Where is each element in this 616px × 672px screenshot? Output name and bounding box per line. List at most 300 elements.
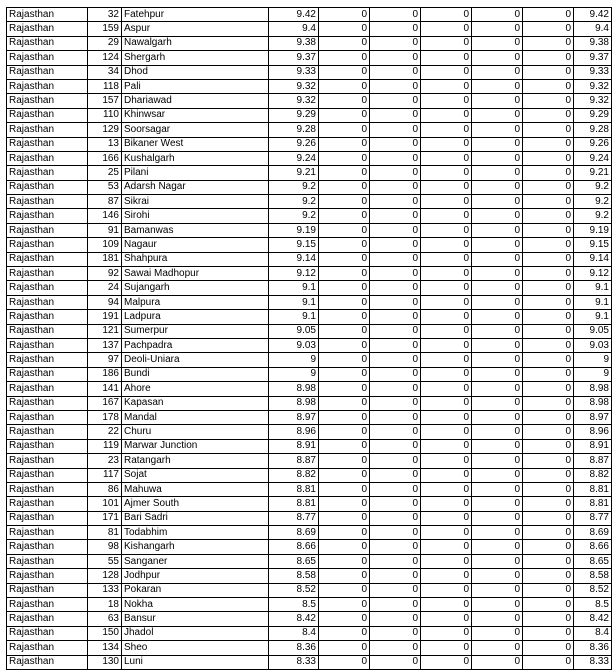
- zero-cell-5: 0: [523, 410, 574, 424]
- constituency-name-cell: Ajmer South: [122, 497, 269, 511]
- zero-cell-4: 0: [472, 151, 523, 165]
- zero-cell-4: 0: [472, 439, 523, 453]
- table-row: [7, 195, 612, 209]
- table-row: [7, 22, 612, 36]
- constituency-name-cell: Bansur: [122, 612, 269, 626]
- zero-cell-2: 0: [370, 223, 421, 237]
- total-cell: 9.32: [574, 79, 612, 93]
- zero-cell-3: 0: [421, 310, 472, 324]
- value-cell: 8.98: [269, 396, 319, 410]
- constituency-number-cell: 63: [88, 612, 122, 626]
- constituency-name-cell: Todabhim: [122, 526, 269, 540]
- zero-cell-3: 0: [421, 482, 472, 496]
- constituency-number-cell: 110: [88, 108, 122, 122]
- state-cell: Rajasthan: [7, 94, 88, 108]
- constituency-name-cell: Kishangarh: [122, 540, 269, 554]
- zero-cell-4: 0: [472, 626, 523, 640]
- zero-cell-2: 0: [370, 209, 421, 223]
- constituency-number-cell: 101: [88, 497, 122, 511]
- zero-cell-2: 0: [370, 454, 421, 468]
- zero-cell-3: 0: [421, 36, 472, 50]
- table-row: [7, 94, 612, 108]
- zero-cell-4: 0: [472, 410, 523, 424]
- total-cell: 8.69: [574, 526, 612, 540]
- zero-cell-2: 0: [370, 425, 421, 439]
- table-row: [7, 295, 612, 309]
- state-cell: Rajasthan: [7, 482, 88, 496]
- table-row: [7, 108, 612, 122]
- state-cell: Rajasthan: [7, 396, 88, 410]
- zero-cell-3: 0: [421, 22, 472, 36]
- constituency-name-cell: Sirohi: [122, 209, 269, 223]
- table-row: [7, 396, 612, 410]
- table-row: [7, 439, 612, 453]
- constituency-name-cell: Kapasan: [122, 396, 269, 410]
- value-cell: 8.96: [269, 425, 319, 439]
- zero-cell-5: 0: [523, 180, 574, 194]
- table-row: [7, 310, 612, 324]
- total-cell: 8.81: [574, 497, 612, 511]
- zero-cell-5: 0: [523, 137, 574, 151]
- zero-cell-4: 0: [472, 108, 523, 122]
- total-cell: 9.14: [574, 252, 612, 266]
- constituency-number-cell: 171: [88, 511, 122, 525]
- zero-cell-3: 0: [421, 468, 472, 482]
- total-cell: 8.81: [574, 482, 612, 496]
- constituency-number-cell: 157: [88, 94, 122, 108]
- zero-cell-4: 0: [472, 324, 523, 338]
- constituency-number-cell: 128: [88, 569, 122, 583]
- table-row: [7, 151, 612, 165]
- zero-cell-1: 0: [319, 195, 370, 209]
- zero-cell-2: 0: [370, 497, 421, 511]
- zero-cell-1: 0: [319, 655, 370, 669]
- table-row: [7, 454, 612, 468]
- zero-cell-4: 0: [472, 367, 523, 381]
- zero-cell-4: 0: [472, 612, 523, 626]
- table-row: [7, 51, 612, 65]
- zero-cell-1: 0: [319, 123, 370, 137]
- zero-cell-4: 0: [472, 468, 523, 482]
- state-cell: Rajasthan: [7, 252, 88, 266]
- state-cell: Rajasthan: [7, 526, 88, 540]
- zero-cell-2: 0: [370, 641, 421, 655]
- zero-cell-2: 0: [370, 79, 421, 93]
- table-row: [7, 583, 612, 597]
- constituency-name-cell: Churu: [122, 425, 269, 439]
- zero-cell-4: 0: [472, 94, 523, 108]
- zero-cell-2: 0: [370, 626, 421, 640]
- state-cell: Rajasthan: [7, 626, 88, 640]
- zero-cell-4: 0: [472, 540, 523, 554]
- zero-cell-4: 0: [472, 526, 523, 540]
- value-cell: 8.66: [269, 540, 319, 554]
- constituency-name-cell: Ratangarh: [122, 454, 269, 468]
- constituency-name-cell: Aspur: [122, 22, 269, 36]
- constituency-name-cell: Sojat: [122, 468, 269, 482]
- zero-cell-5: 0: [523, 382, 574, 396]
- constituency-number-cell: 34: [88, 65, 122, 79]
- zero-cell-3: 0: [421, 454, 472, 468]
- zero-cell-1: 0: [319, 252, 370, 266]
- zero-cell-3: 0: [421, 195, 472, 209]
- zero-cell-1: 0: [319, 324, 370, 338]
- constituency-name-cell: Bari Sadri: [122, 511, 269, 525]
- constituency-name-cell: Khinwsar: [122, 108, 269, 122]
- table-row: [7, 281, 612, 295]
- constituency-number-cell: 159: [88, 22, 122, 36]
- value-cell: 9.1: [269, 281, 319, 295]
- state-cell: Rajasthan: [7, 497, 88, 511]
- constituency-name-cell: Sanganer: [122, 554, 269, 568]
- zero-cell-5: 0: [523, 497, 574, 511]
- value-cell: 9.4: [269, 22, 319, 36]
- zero-cell-5: 0: [523, 223, 574, 237]
- value-cell: 8.91: [269, 439, 319, 453]
- state-cell: Rajasthan: [7, 540, 88, 554]
- zero-cell-1: 0: [319, 281, 370, 295]
- table-row: [7, 252, 612, 266]
- state-cell: Rajasthan: [7, 295, 88, 309]
- total-cell: 8.5: [574, 598, 612, 612]
- zero-cell-2: 0: [370, 252, 421, 266]
- zero-cell-4: 0: [472, 166, 523, 180]
- constituency-data-table: [6, 7, 612, 670]
- constituency-name-cell: Dhariawad: [122, 94, 269, 108]
- zero-cell-2: 0: [370, 612, 421, 626]
- total-cell: 9.37: [574, 51, 612, 65]
- constituency-number-cell: 97: [88, 353, 122, 367]
- zero-cell-4: 0: [472, 353, 523, 367]
- zero-cell-3: 0: [421, 209, 472, 223]
- total-cell: 9.29: [574, 108, 612, 122]
- zero-cell-4: 0: [472, 310, 523, 324]
- table-row: [7, 612, 612, 626]
- zero-cell-3: 0: [421, 151, 472, 165]
- constituency-name-cell: Bundi: [122, 367, 269, 381]
- table-row: [7, 641, 612, 655]
- state-cell: Rajasthan: [7, 612, 88, 626]
- zero-cell-2: 0: [370, 367, 421, 381]
- zero-cell-5: 0: [523, 36, 574, 50]
- value-cell: 8.69: [269, 526, 319, 540]
- table-row: [7, 36, 612, 50]
- zero-cell-2: 0: [370, 598, 421, 612]
- zero-cell-5: 0: [523, 22, 574, 36]
- zero-cell-4: 0: [472, 598, 523, 612]
- zero-cell-3: 0: [421, 367, 472, 381]
- zero-cell-1: 0: [319, 569, 370, 583]
- table-row: [7, 209, 612, 223]
- total-cell: 8.77: [574, 511, 612, 525]
- zero-cell-1: 0: [319, 267, 370, 281]
- constituency-number-cell: 92: [88, 267, 122, 281]
- zero-cell-2: 0: [370, 65, 421, 79]
- value-cell: 9.24: [269, 151, 319, 165]
- zero-cell-4: 0: [472, 583, 523, 597]
- zero-cell-1: 0: [319, 583, 370, 597]
- total-cell: 9.4: [574, 22, 612, 36]
- state-cell: Rajasthan: [7, 36, 88, 50]
- total-cell: 9.2: [574, 180, 612, 194]
- constituency-number-cell: 25: [88, 166, 122, 180]
- zero-cell-2: 0: [370, 540, 421, 554]
- value-cell: 9.38: [269, 36, 319, 50]
- constituency-number-cell: 137: [88, 338, 122, 352]
- total-cell: 8.82: [574, 468, 612, 482]
- zero-cell-2: 0: [370, 569, 421, 583]
- zero-cell-5: 0: [523, 79, 574, 93]
- zero-cell-4: 0: [472, 180, 523, 194]
- state-cell: Rajasthan: [7, 267, 88, 281]
- state-cell: Rajasthan: [7, 151, 88, 165]
- zero-cell-5: 0: [523, 540, 574, 554]
- zero-cell-3: 0: [421, 338, 472, 352]
- total-cell: 8.52: [574, 583, 612, 597]
- zero-cell-1: 0: [319, 382, 370, 396]
- table-row: [7, 223, 612, 237]
- state-cell: Rajasthan: [7, 367, 88, 381]
- constituency-name-cell: Nagaur: [122, 238, 269, 252]
- zero-cell-5: 0: [523, 108, 574, 122]
- total-cell: 8.65: [574, 554, 612, 568]
- zero-cell-1: 0: [319, 454, 370, 468]
- zero-cell-3: 0: [421, 108, 472, 122]
- zero-cell-1: 0: [319, 612, 370, 626]
- zero-cell-2: 0: [370, 583, 421, 597]
- zero-cell-3: 0: [421, 281, 472, 295]
- constituency-number-cell: 55: [88, 554, 122, 568]
- zero-cell-1: 0: [319, 108, 370, 122]
- zero-cell-3: 0: [421, 626, 472, 640]
- zero-cell-3: 0: [421, 51, 472, 65]
- constituency-number-cell: 32: [88, 8, 122, 22]
- constituency-number-cell: 117: [88, 468, 122, 482]
- zero-cell-2: 0: [370, 295, 421, 309]
- constituency-name-cell: Adarsh Nagar: [122, 180, 269, 194]
- state-cell: Rajasthan: [7, 195, 88, 209]
- zero-cell-2: 0: [370, 353, 421, 367]
- constituency-name-cell: Jhadol: [122, 626, 269, 640]
- state-cell: Rajasthan: [7, 166, 88, 180]
- zero-cell-5: 0: [523, 281, 574, 295]
- value-cell: 9.26: [269, 137, 319, 151]
- zero-cell-5: 0: [523, 252, 574, 266]
- value-cell: 9.37: [269, 51, 319, 65]
- table-row: [7, 598, 612, 612]
- total-cell: 9.1: [574, 281, 612, 295]
- table-row: [7, 497, 612, 511]
- value-cell: 8.87: [269, 454, 319, 468]
- constituency-name-cell: Mahuwa: [122, 482, 269, 496]
- constituency-name-cell: Sawai Madhopur: [122, 267, 269, 281]
- constituency-name-cell: Bikaner West: [122, 137, 269, 151]
- value-cell: 8.81: [269, 497, 319, 511]
- table-row: [7, 482, 612, 496]
- constituency-number-cell: 191: [88, 310, 122, 324]
- value-cell: 8.81: [269, 482, 319, 496]
- zero-cell-3: 0: [421, 123, 472, 137]
- total-cell: 9.21: [574, 166, 612, 180]
- zero-cell-3: 0: [421, 94, 472, 108]
- state-cell: Rajasthan: [7, 641, 88, 655]
- zero-cell-5: 0: [523, 8, 574, 22]
- zero-cell-4: 0: [472, 252, 523, 266]
- zero-cell-3: 0: [421, 583, 472, 597]
- zero-cell-1: 0: [319, 36, 370, 50]
- zero-cell-4: 0: [472, 209, 523, 223]
- zero-cell-1: 0: [319, 410, 370, 424]
- zero-cell-1: 0: [319, 497, 370, 511]
- zero-cell-3: 0: [421, 425, 472, 439]
- value-cell: 8.5: [269, 598, 319, 612]
- constituency-name-cell: Pachpadra: [122, 338, 269, 352]
- zero-cell-3: 0: [421, 598, 472, 612]
- zero-cell-5: 0: [523, 626, 574, 640]
- zero-cell-3: 0: [421, 382, 472, 396]
- value-cell: 9.14: [269, 252, 319, 266]
- zero-cell-2: 0: [370, 281, 421, 295]
- zero-cell-5: 0: [523, 569, 574, 583]
- zero-cell-5: 0: [523, 439, 574, 453]
- zero-cell-1: 0: [319, 209, 370, 223]
- table-row: [7, 267, 612, 281]
- zero-cell-3: 0: [421, 166, 472, 180]
- zero-cell-5: 0: [523, 94, 574, 108]
- value-cell: 9.32: [269, 79, 319, 93]
- total-cell: 9.2: [574, 195, 612, 209]
- constituency-name-cell: Ahore: [122, 382, 269, 396]
- zero-cell-1: 0: [319, 295, 370, 309]
- table-row: [7, 180, 612, 194]
- zero-cell-2: 0: [370, 482, 421, 496]
- constituency-number-cell: 167: [88, 396, 122, 410]
- zero-cell-2: 0: [370, 324, 421, 338]
- zero-cell-1: 0: [319, 65, 370, 79]
- zero-cell-4: 0: [472, 65, 523, 79]
- zero-cell-1: 0: [319, 540, 370, 554]
- table-row: [7, 65, 612, 79]
- total-cell: 9.2: [574, 209, 612, 223]
- zero-cell-5: 0: [523, 338, 574, 352]
- state-cell: Rajasthan: [7, 655, 88, 669]
- constituency-number-cell: 22: [88, 425, 122, 439]
- value-cell: 9: [269, 353, 319, 367]
- zero-cell-1: 0: [319, 482, 370, 496]
- constituency-number-cell: 129: [88, 123, 122, 137]
- total-cell: 9.38: [574, 36, 612, 50]
- state-cell: Rajasthan: [7, 410, 88, 424]
- zero-cell-4: 0: [472, 295, 523, 309]
- zero-cell-5: 0: [523, 425, 574, 439]
- total-cell: 9.32: [574, 94, 612, 108]
- value-cell: 8.42: [269, 612, 319, 626]
- zero-cell-2: 0: [370, 22, 421, 36]
- total-cell: 9.28: [574, 123, 612, 137]
- zero-cell-4: 0: [472, 554, 523, 568]
- zero-cell-5: 0: [523, 324, 574, 338]
- zero-cell-4: 0: [472, 238, 523, 252]
- state-cell: Rajasthan: [7, 281, 88, 295]
- zero-cell-4: 0: [472, 223, 523, 237]
- value-cell: 8.58: [269, 569, 319, 583]
- zero-cell-5: 0: [523, 454, 574, 468]
- zero-cell-1: 0: [319, 526, 370, 540]
- zero-cell-2: 0: [370, 554, 421, 568]
- state-cell: Rajasthan: [7, 382, 88, 396]
- total-cell: 8.97: [574, 410, 612, 424]
- total-cell: 9: [574, 367, 612, 381]
- zero-cell-3: 0: [421, 223, 472, 237]
- zero-cell-2: 0: [370, 439, 421, 453]
- state-cell: Rajasthan: [7, 123, 88, 137]
- zero-cell-4: 0: [472, 338, 523, 352]
- constituency-name-cell: Sujangarh: [122, 281, 269, 295]
- table-row: [7, 569, 612, 583]
- total-cell: 9.19: [574, 223, 612, 237]
- constituency-name-cell: Nokha: [122, 598, 269, 612]
- constituency-number-cell: 24: [88, 281, 122, 295]
- state-cell: Rajasthan: [7, 223, 88, 237]
- zero-cell-4: 0: [472, 641, 523, 655]
- constituency-name-cell: Pali: [122, 79, 269, 93]
- state-cell: Rajasthan: [7, 569, 88, 583]
- zero-cell-5: 0: [523, 295, 574, 309]
- constituency-number-cell: 13: [88, 137, 122, 151]
- table-row: [7, 8, 612, 22]
- constituency-number-cell: 186: [88, 367, 122, 381]
- zero-cell-4: 0: [472, 51, 523, 65]
- zero-cell-5: 0: [523, 655, 574, 669]
- zero-cell-3: 0: [421, 410, 472, 424]
- zero-cell-1: 0: [319, 79, 370, 93]
- value-cell: 9.2: [269, 195, 319, 209]
- zero-cell-2: 0: [370, 511, 421, 525]
- zero-cell-3: 0: [421, 655, 472, 669]
- zero-cell-4: 0: [472, 511, 523, 525]
- state-cell: Rajasthan: [7, 353, 88, 367]
- constituency-number-cell: 53: [88, 180, 122, 194]
- constituency-number-cell: 118: [88, 79, 122, 93]
- value-cell: 9.2: [269, 209, 319, 223]
- value-cell: 9.15: [269, 238, 319, 252]
- state-cell: Rajasthan: [7, 79, 88, 93]
- zero-cell-2: 0: [370, 51, 421, 65]
- table-body: [7, 8, 612, 670]
- state-cell: Rajasthan: [7, 108, 88, 122]
- value-cell: 9.1: [269, 295, 319, 309]
- table-row: [7, 410, 612, 424]
- constituency-name-cell: Sheo: [122, 641, 269, 655]
- zero-cell-5: 0: [523, 65, 574, 79]
- zero-cell-5: 0: [523, 396, 574, 410]
- zero-cell-2: 0: [370, 36, 421, 50]
- zero-cell-3: 0: [421, 295, 472, 309]
- zero-cell-4: 0: [472, 497, 523, 511]
- constituency-number-cell: 146: [88, 209, 122, 223]
- constituency-name-cell: Dhod: [122, 65, 269, 79]
- zero-cell-2: 0: [370, 267, 421, 281]
- table-row: [7, 123, 612, 137]
- zero-cell-5: 0: [523, 583, 574, 597]
- total-cell: 9.42: [574, 8, 612, 22]
- zero-cell-2: 0: [370, 94, 421, 108]
- value-cell: 9.32: [269, 94, 319, 108]
- zero-cell-5: 0: [523, 238, 574, 252]
- total-cell: 9: [574, 353, 612, 367]
- value-cell: 8.36: [269, 641, 319, 655]
- zero-cell-1: 0: [319, 8, 370, 22]
